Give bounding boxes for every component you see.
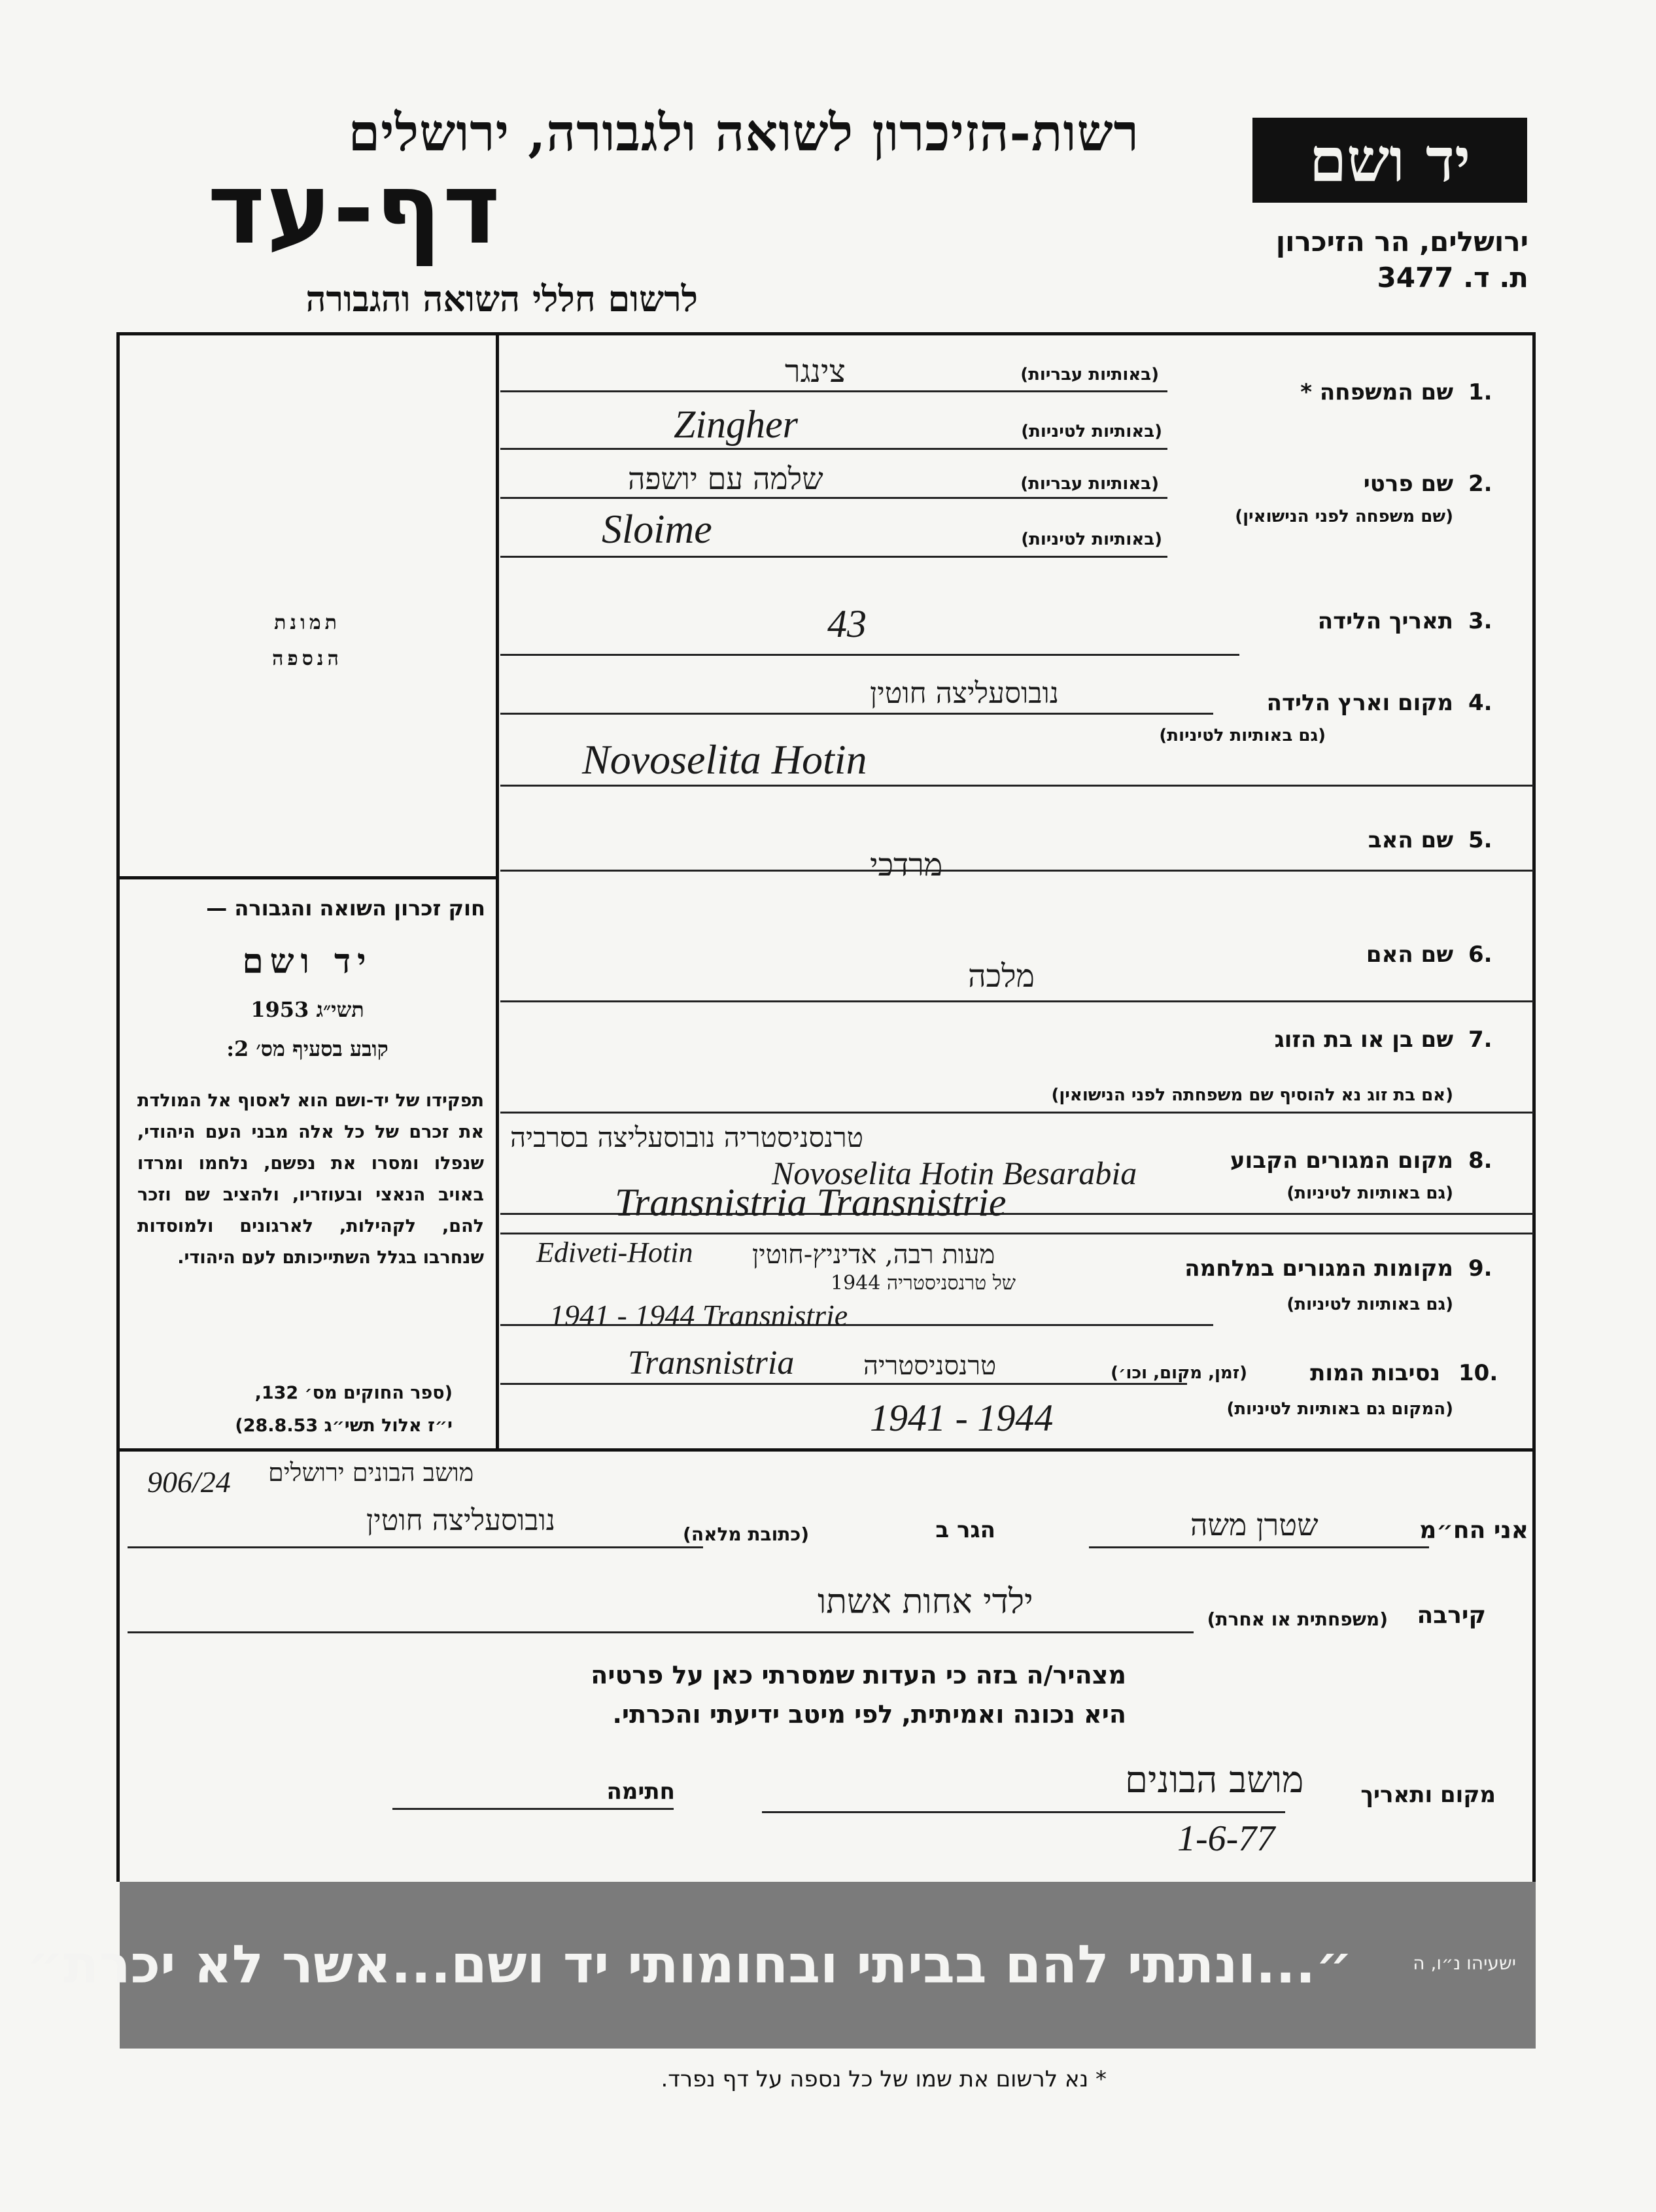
- field-10-line: [500, 1383, 1187, 1385]
- place-date-label: מקום ותאריך: [1360, 1782, 1496, 1808]
- field-6-label: שם האם: [1366, 942, 1453, 968]
- law-body: תפקידו של יד-ושם הוא לאסוף אל המולדת את זכרם של כל אלה מבני העם היהודי, שנפלו ומסרו את נפשם, נלחמו ומרדו באויב הנאצי ובעוזריו, ולהציב שם וזכר להם, לקהילות, לארגונים ולמוסדות שנחרבו בגלל השתייכותם לעם היהודי.: [137, 1091, 484, 1268]
- field-10-sub-2: (המקום גם באותיות לטיניות): [1226, 1399, 1453, 1419]
- field-1-latin-value: Zingher: [674, 403, 799, 446]
- footnote: * נא לרשום את שמו של כל נספה על דף נפרד.: [661, 2066, 1107, 2092]
- field-6-value: מלכה: [968, 958, 1035, 995]
- field-5-line: [500, 870, 1534, 872]
- field-2-hebrew-value: שלמה עם יושפה: [628, 461, 823, 496]
- frame-right: [1532, 332, 1536, 1882]
- field-8-label: מקום המגורים הקבוע: [1230, 1148, 1453, 1174]
- field-5-value: מרדכי: [870, 847, 943, 883]
- field-1-hebrew-line: [500, 390, 1167, 392]
- field-9-latin-value-2: 1941 - 1944 Transnistrie: [549, 1299, 848, 1332]
- place-date-line: [762, 1811, 1285, 1813]
- field-7-line: [500, 1112, 1534, 1114]
- declarant-intro: אני הח״מ: [1419, 1517, 1528, 1544]
- field-4-sub: (גם באותיות לטיניות): [1159, 726, 1326, 745]
- field-8-number: 8.: [1468, 1148, 1492, 1174]
- relation-label: קירבה: [1417, 1602, 1486, 1629]
- date-value: 1-6-77: [1177, 1818, 1275, 1859]
- law-year: תשי״ג 1953: [250, 997, 364, 1022]
- field-9-latin-value: Ediveti-Hotin: [536, 1236, 693, 1268]
- statement-line-1: מצהיר/ה בזה כי העדות שמסרתי כאן על פרטיה: [591, 1661, 1126, 1690]
- declarant-address: נובוסעליצה חוטין: [366, 1504, 556, 1537]
- relation-line: [128, 1631, 1194, 1633]
- authority-title: רשות-הזיכרון לשואה ולגבורה, ירושלים: [348, 103, 1139, 163]
- field-7-number: 7.: [1468, 1027, 1492, 1053]
- statement-line-2: היא נכונה ואמיתית, לפי מיטב ידיעתי והכרתי.: [612, 1700, 1126, 1729]
- field-10-hebrew-value: טרנסניסטריה: [863, 1351, 997, 1381]
- field-2-label: שם פרטי: [1363, 471, 1453, 497]
- field-10-number: 10.: [1458, 1360, 1498, 1386]
- declarant-name-line: [1089, 1546, 1429, 1548]
- field-6-line: [500, 1000, 1534, 1002]
- frame-divider: [496, 332, 499, 1450]
- field-10-sub-1: (זמן, מקום, וכו׳): [1111, 1363, 1247, 1383]
- place-value: מושב הבונים: [1125, 1759, 1304, 1801]
- yad-vashem-logo: [1252, 118, 1527, 203]
- field-8-line-2: [500, 1233, 1534, 1234]
- address-line-2: ת. ד. 3477: [1377, 262, 1528, 294]
- law-line-1: חוק זכרון השואה והגבורה —: [206, 896, 485, 921]
- declarant-address-note: מושב הבונים ירושלים: [268, 1458, 474, 1487]
- field-10-latin-value: Transnistria: [628, 1344, 795, 1382]
- field-4-number: 4.: [1468, 690, 1492, 716]
- declarant-name: שטרן משה: [1190, 1507, 1319, 1542]
- field-3-label: תאריך הלידה: [1317, 608, 1453, 634]
- field-9-number: 9.: [1468, 1255, 1492, 1282]
- field-2-number: 2.: [1468, 471, 1492, 497]
- field-5-number: 5.: [1468, 827, 1492, 853]
- field-2-hebrew-line: [500, 497, 1167, 499]
- field-10-latin-value-2: 1941 - 1944: [870, 1397, 1054, 1439]
- field-5-label: שם האב: [1368, 827, 1453, 853]
- field-1-latin-line: [500, 448, 1167, 450]
- field-4-line-2: [500, 785, 1534, 787]
- law-ref-1: (ספר החוקים מס׳ 132,: [254, 1383, 453, 1403]
- field-3-number: 3.: [1468, 608, 1492, 634]
- field-10-label: נסיבות המות: [1310, 1360, 1440, 1386]
- signature-line: [392, 1808, 674, 1810]
- field-7-sub: (אם בת זוג נא להוסיף שם משפחתה לפני הנישואין): [1051, 1085, 1453, 1105]
- field-7-label: שם בן או בת הזוג: [1274, 1027, 1453, 1053]
- photo-box-bottom: [116, 876, 498, 879]
- field-9-label: מקומות המגורים במלחמה: [1184, 1255, 1453, 1282]
- field-4-label: מקום וארץ הלידה: [1266, 690, 1453, 716]
- law-ref-2: י״ז אלול תשי״ג 28.8.53): [235, 1416, 453, 1436]
- photo-label-1: תמונת: [274, 611, 341, 634]
- law-name: יד ושם: [242, 942, 373, 981]
- declarant-resides: הגר ב: [935, 1517, 995, 1543]
- field-2-hebrew-sub: (באותיות עבריות): [1020, 474, 1159, 494]
- banner-source: ישעיהו נ״ו, ה: [1413, 1952, 1516, 1974]
- field-4-latin-value: Novoselita Hotin: [582, 736, 867, 783]
- declarant-address-sub: (כתובת מלאה): [683, 1523, 809, 1545]
- frame-top: [116, 332, 1536, 335]
- field-2-latin-value: Sloime: [602, 507, 712, 552]
- field-3-value: 43: [827, 602, 867, 645]
- field-3-line: [500, 654, 1239, 656]
- fields-bottom: [116, 1448, 1536, 1452]
- field-1-latin-sub: (באותיות לטיניות): [1021, 422, 1162, 441]
- field-6-number: 6.: [1468, 942, 1492, 968]
- field-2-sub: (שם משפחה לפני הנישואין): [1235, 507, 1453, 526]
- field-1-number: 1.: [1468, 379, 1492, 405]
- photo-label-2: הנספה: [272, 647, 343, 670]
- field-8-latin-value: Novoselita Hotin Besarabia: [772, 1155, 1137, 1191]
- field-9-sub: (גם באותיות לטיניות): [1286, 1295, 1453, 1314]
- declarant-address-line: [128, 1546, 703, 1548]
- field-1-hebrew-sub: (באותיות עבריות): [1020, 365, 1159, 384]
- relation-sub: (משפחתית או אחרת): [1207, 1608, 1388, 1630]
- field-4-line-1: [500, 713, 1213, 715]
- field-1-hebrew-value: צינגר: [785, 353, 846, 390]
- declarant-address-number: 906/24: [147, 1465, 231, 1499]
- address-line-1: ירושלים, הר הזיכרון: [1275, 226, 1528, 258]
- law-section: קובע בסעיף מס׳ 2:: [226, 1036, 388, 1061]
- field-1-label: שם המשפחה *: [1300, 379, 1453, 405]
- field-8-latin-value-2: Transnistria Transnistrie: [615, 1181, 1007, 1224]
- field-2-latin-line: [500, 556, 1167, 558]
- relation-value: ילדי אחות אשתו: [818, 1582, 1033, 1622]
- signature-label: חתימה: [606, 1778, 675, 1805]
- frame-left: [116, 332, 120, 1882]
- field-2-latin-sub: (באותיות לטיניות): [1021, 530, 1162, 549]
- field-8-sub: (גם באותיות לטיניות): [1286, 1183, 1453, 1203]
- field-9-hebrew-value: מעות רבה, אדיניץ-חוטין: [752, 1240, 995, 1270]
- form-title: דף-עד: [207, 152, 502, 266]
- form-subtitle: לרשום חללי השואה והגבורה: [305, 278, 698, 320]
- logo-text: יד ושם: [1309, 125, 1471, 196]
- field-8-hebrew-value: טרנסניסטריה נובוסעליצה בסרביה: [510, 1121, 864, 1153]
- quote-banner: [26, 1882, 1536, 2049]
- field-4-hebrew-value: נובוסעליצה חוטין: [870, 677, 1060, 710]
- banner-quote: ״...ונתתי להם בביתי ובחומותי יד ושם...אשר לא יכרת״: [26, 1934, 1353, 1995]
- field-9-extra-value: של טרנסניסטריה 1944: [831, 1272, 1016, 1295]
